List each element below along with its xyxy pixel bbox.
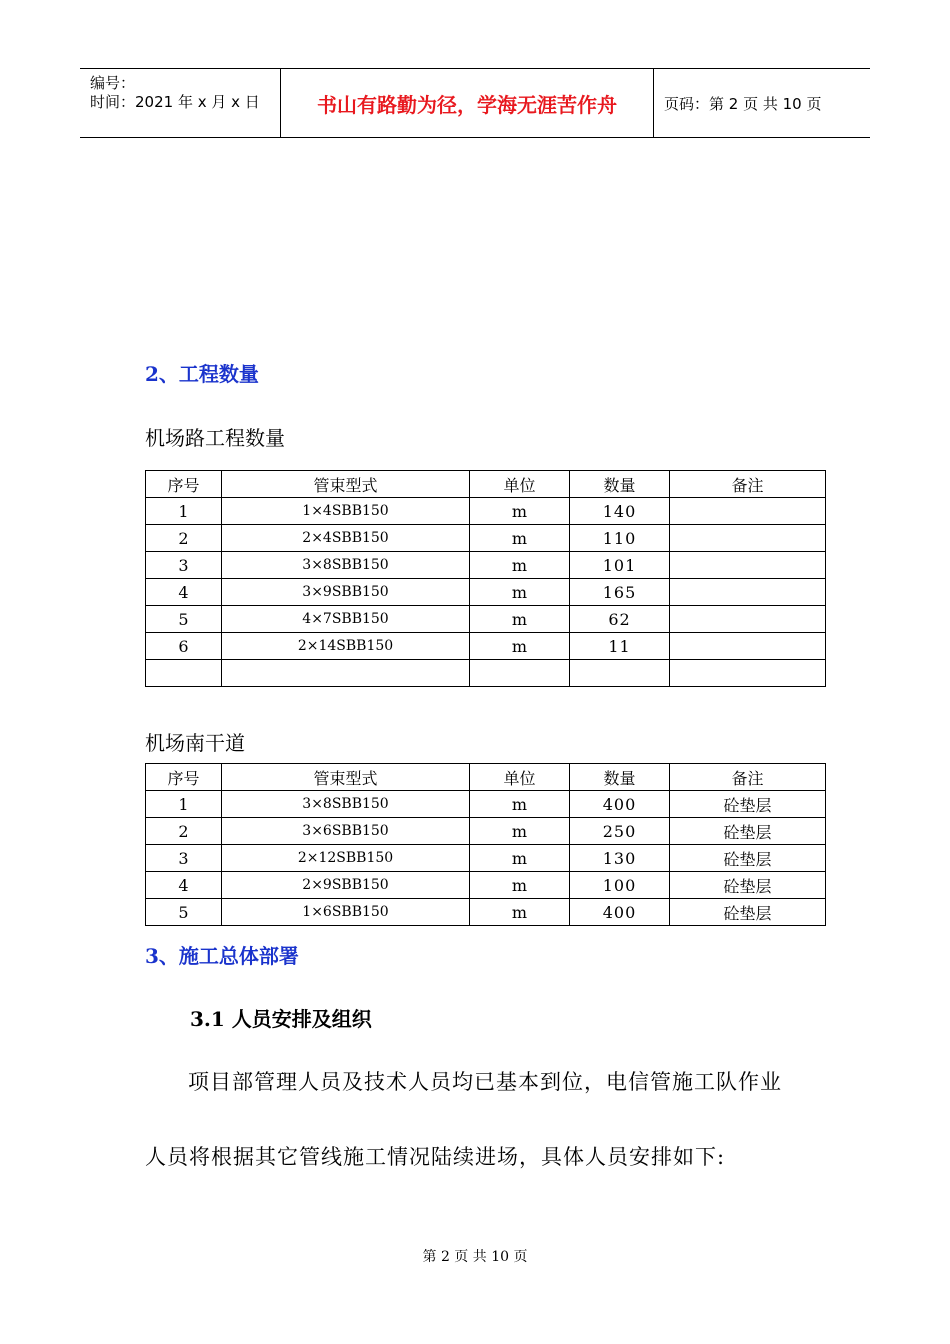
table-cell: 400 [570,791,670,818]
header-meta [80,69,281,137]
table-cell: 3×8SBB150 [222,552,470,579]
column-header: 数量 [570,764,670,791]
column-header: 数量 [570,471,670,498]
table-cell: 5 [146,899,222,926]
table-cell: 砼垫层 [670,872,826,899]
section-title-deployment: 3、施工总体部署 [145,944,299,968]
table-cell: 4 [146,872,222,899]
table-cell: 1×4SBB150 [222,498,470,525]
table-cell: 3 [146,552,222,579]
quantity-table-south-road [145,763,826,926]
table-cell [670,525,826,552]
column-header: 单位 [470,471,570,498]
table-row [146,818,826,845]
table-cell: m [470,633,570,660]
table-row [146,498,826,525]
table-cell: 400 [570,899,670,926]
paragraph-line-2: 人员将根据其它管线施工情况陆续进场，具体人员安排如下: [145,1145,726,1169]
table-cell: 2 [146,525,222,552]
column-header: 管束型式 [222,471,470,498]
table-cell [222,660,470,687]
page-header [80,68,870,138]
column-header: 序号 [146,764,222,791]
number-label: 编号： [90,74,136,92]
table-cell [670,498,826,525]
table-cell: 130 [570,845,670,872]
table-cell: 11 [570,633,670,660]
table-cell: 165 [570,579,670,606]
column-header: 备注 [670,764,826,791]
column-header: 管束型式 [222,764,470,791]
table-row [146,845,826,872]
table-header-row [146,471,826,498]
table-cell: 2 [146,818,222,845]
table-cell: 3 [146,845,222,872]
table-header-row [146,764,826,791]
table-cell [670,552,826,579]
table-cell [670,660,826,687]
table-cell: m [470,606,570,633]
header-page-info: 页码：第 2 页 共 10 页 [664,94,822,113]
table-cell: 2×12SBB150 [222,845,470,872]
table-row [146,552,826,579]
table-cell: 砼垫层 [670,791,826,818]
table-row [146,525,826,552]
time-label: 时间：2021 年 x 月 x 日 [90,93,260,111]
table-cell: 101 [570,552,670,579]
table-cell: m [470,845,570,872]
table-cell [470,660,570,687]
table-cell: 砼垫层 [670,818,826,845]
table-cell [570,660,670,687]
table-cell: 2×4SBB150 [222,525,470,552]
table-cell [670,606,826,633]
table-row [146,791,826,818]
table-cell: m [470,552,570,579]
table-cell: 140 [570,498,670,525]
table-cell: m [470,818,570,845]
header-motto: 书山有路勤为径，学海无涯苦作舟 [281,69,654,137]
table-cell: 4 [146,579,222,606]
table-cell: 62 [570,606,670,633]
table-cell: 2×9SBB150 [222,872,470,899]
column-header: 备注 [670,471,826,498]
table-row [146,606,826,633]
table-row [146,660,826,687]
table-cell: 1 [146,498,222,525]
column-header: 序号 [146,471,222,498]
table-cell: 100 [570,872,670,899]
table-cell: 3×6SBB150 [222,818,470,845]
table-cell: m [470,899,570,926]
column-header: 单位 [470,764,570,791]
table-cell: m [470,872,570,899]
table-row [146,899,826,926]
table1-caption: 机场路工程数量 [145,426,285,450]
table-cell: 2×14SBB150 [222,633,470,660]
table-cell: 砼垫层 [670,845,826,872]
table-cell: 砼垫层 [670,899,826,926]
quantity-table-airport-road [145,470,826,687]
table-cell: 5 [146,606,222,633]
table-row [146,872,826,899]
table-cell [670,579,826,606]
subsection-title-staffing: 3.1 人员安排及组织 [190,1007,372,1031]
table-cell: m [470,791,570,818]
page-footer: 第 2 页 共 10 页 [422,1249,528,1265]
table-cell: m [470,525,570,552]
table-cell: 1 [146,791,222,818]
table-cell: 110 [570,525,670,552]
table-cell [670,633,826,660]
table-cell: 3×9SBB150 [222,579,470,606]
table2-caption: 机场南干道 [145,731,245,755]
table-cell: 250 [570,818,670,845]
table-cell: 3×8SBB150 [222,791,470,818]
table-cell: 1×6SBB150 [222,899,470,926]
table-row [146,633,826,660]
table-cell: m [470,498,570,525]
table-cell [146,660,222,687]
section-title-quantities: 2、工程数量 [145,362,259,386]
table-cell: 6 [146,633,222,660]
table-cell: 4×7SBB150 [222,606,470,633]
table-cell: m [470,579,570,606]
paragraph-line-1: 项目部管理人员及技术人员均已基本到位，电信管施工队作业 [188,1070,782,1094]
table-row [146,579,826,606]
